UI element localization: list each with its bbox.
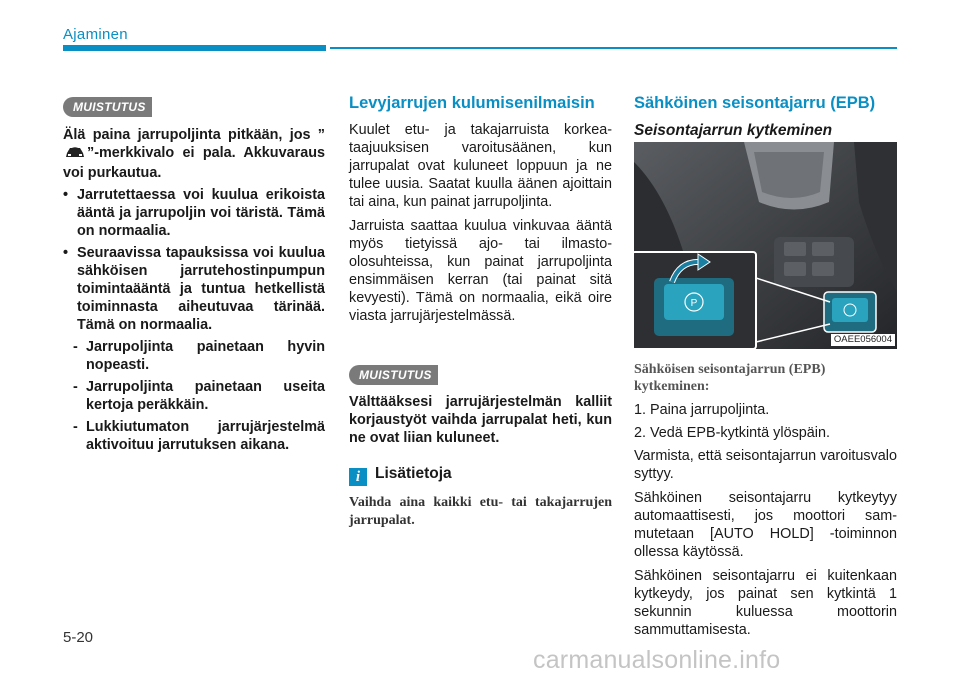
- caution-text: [63, 126, 325, 182]
- column-1: [63, 126, 325, 454]
- car-warning-icon: [64, 145, 86, 164]
- column-2: [349, 94, 612, 325]
- watermark: carmanualsonline.info: [533, 646, 781, 674]
- svg-text:P: P: [690, 298, 698, 309]
- page-number: 5-20: [63, 629, 94, 646]
- dash-text: Jarrupoljinta painetaan useita kertoja peräkkäin.: [86, 379, 325, 413]
- paragraph: Jarruista saattaa kuulua vinkuvaa ääntä myös tietyissä ajo- tai ilmasto-olosuhteissa, kun painat jarrupoljinta ensimmäisen kerran (tai painat sitä kevyesti). Tämä on normaalia, eikä oire viasta jarrujärjestelmässä.: [349, 218, 612, 324]
- paragraph: Varmista, että seisontajarrun varoitusvalo syttyy.: [634, 448, 897, 482]
- caution-badge: MUISTUTUS: [63, 97, 152, 117]
- epb-switch-photo: [634, 142, 897, 349]
- caution-text-end: ”-merkkivalo ei pala. Akkuvaraus voi purkautua.: [63, 145, 325, 181]
- info-text: Vaihda aina kaikki etu- tai takajarrujen jarrupalat.: [349, 495, 612, 528]
- dash-item: - Jarrupoljinta painetaan hyvin nopeasti.: [73, 339, 325, 373]
- caution-text-start: Älä paina jarrupoljinta pitkään, jos ”: [63, 127, 325, 143]
- step: 1. Paina jarrupoljinta.: [634, 402, 770, 418]
- header-rule-thin: [330, 47, 897, 49]
- bullet-item: • Jarrutettaessa voi kuulua erikoista ääntä ja jarrupoljin voi täristä. Tämä on normaalia.: [63, 187, 325, 239]
- paragraph: Sähköinen seisontajarru kytkeytyy automaattisesti, jos moottori sammutetaan [AUTO HOLD] -toiminnon ollessa käytössä.: [634, 490, 897, 560]
- paragraph: Sähköinen seisontajarru ei kuitenkaan kytkeydy, jos painat sen kytkintä 1 sekunnin kuluessa moottorin sammuttamisesta.: [634, 568, 897, 638]
- bullet-item: • Seuraavissa tapauksissa voi kuulua sähköisen jarrutehostinpumpun toimintaääntä ja tuntua hetkellistä toiminnasta aiheutuvaa tärinää. Tämä on normaalia.: [63, 245, 325, 333]
- dash-item: - Jarrupoljinta painetaan useita kertoja peräkkäin.: [73, 379, 325, 413]
- caution-text-2: Välttääksesi jarrujärjestelmän kalliit korjaustyöt vaihda jarrupalat heti, kun ne ovat liian kuluneet.: [349, 394, 612, 446]
- image-caption: Sähköisen seisontajarrun (EPB) kytkeminen:: [634, 362, 826, 394]
- info-title: Lisätietoja: [375, 465, 452, 482]
- bullet-text: Jarrutettaessa voi kuulua erikoista ääntä ja jarrupoljin voi täristä. Tämä on normaalia.: [77, 187, 325, 239]
- section-title: Ajaminen: [63, 26, 128, 43]
- dash-text: Lukkiutumaton jarrujärjestelmä aktivoituu jarrutuksen aikana.: [86, 419, 325, 453]
- info-heading: [349, 465, 612, 486]
- dash-item: - Lukkiutumaton jarrujärjestelmä aktivoituu jarrutuksen aikana.: [73, 419, 325, 453]
- brake-wear-heading: Levyjarrujen kulumisenilmaisin: [349, 94, 595, 112]
- dash-text: Jarrupoljinta painetaan hyvin nopeasti.: [86, 339, 325, 373]
- caution-badge-2: MUISTUTUS: [349, 365, 438, 385]
- epb-illustration: [634, 142, 897, 349]
- epb-heading: Sähköinen seisontajarru (EPB): [634, 94, 876, 112]
- image-code: OAEE056004: [831, 334, 895, 346]
- header-rule-thick: [63, 45, 326, 51]
- paragraph: Kuulet etu- ja takajarruista korkeataajuuksisen varoitusäänen, kun jarrupalat ovat kuluneet loppuun ja ne tulee uusia. Saatat kuulla äänen ajoittain tai aina, kun painat jarrupoljinta.: [349, 122, 612, 210]
- epb-subheading: Seisontajarrun kytkeminen: [634, 122, 833, 139]
- info-icon: i: [349, 468, 367, 486]
- step: 2. Vedä EPB-kytkintä ylöspäin.: [634, 425, 830, 441]
- bullet-text: Seuraavissa tapauksissa voi kuulua sähköisen jarrutehostinpumpun toimintaääntä ja tuntua hetkellistä toiminnasta aiheutuvaa tärinää. Tämä on normaalia.: [77, 245, 325, 333]
